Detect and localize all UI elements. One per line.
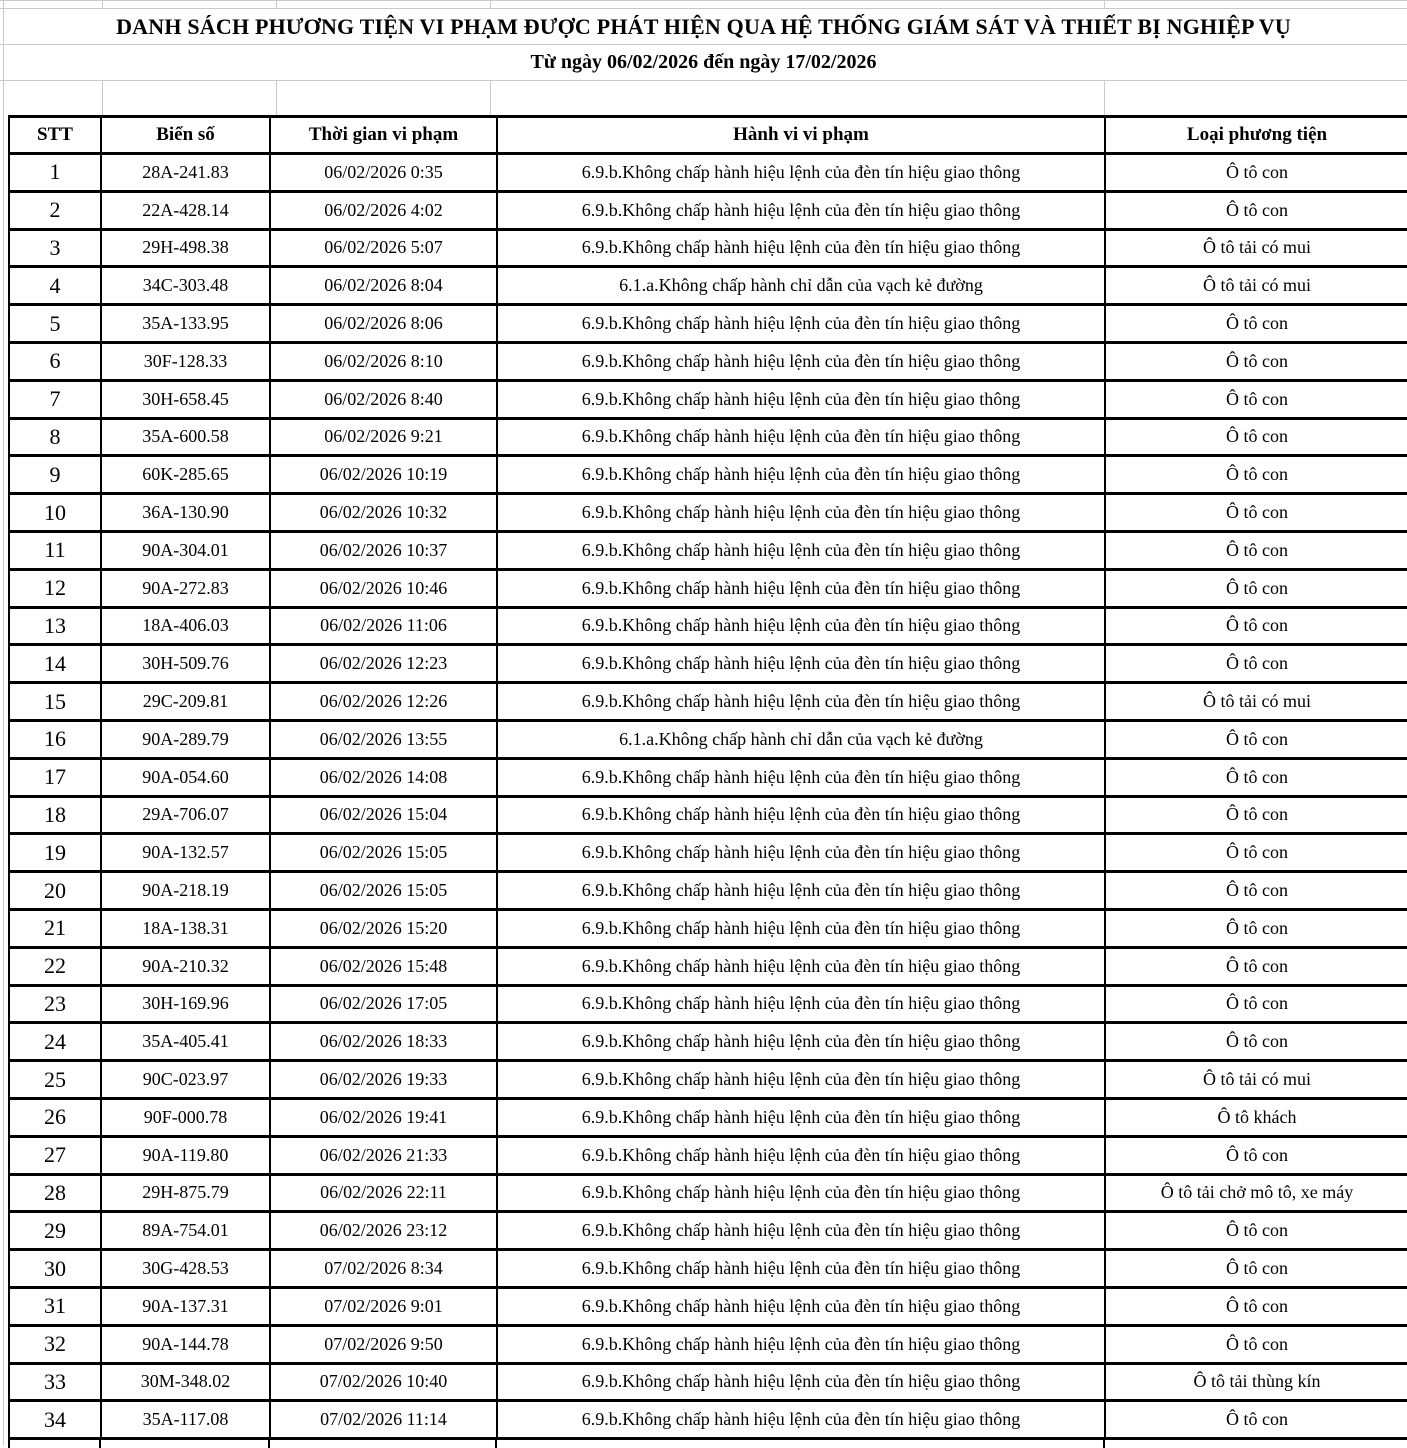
violation-cell: 6.9.b.Không chấp hành hiệu lệnh của đèn tín hiệu giao thông xyxy=(497,191,1105,229)
vehicle-type-cell: Ô tô con xyxy=(1105,1212,1407,1250)
vehicle-type-cell: Ô tô con xyxy=(1105,796,1407,834)
plate-cell: 29C-209.81 xyxy=(101,683,270,721)
plate-cell: 30M-348.02 xyxy=(101,1363,270,1401)
table-row xyxy=(9,380,1407,418)
table-row xyxy=(9,154,1407,192)
plate-cell: 89A-754.01 xyxy=(101,1212,270,1250)
plate-cell: 35A-405.41 xyxy=(101,1023,270,1061)
time-cell: 06/02/2026 8:06 xyxy=(270,305,497,343)
violation-cell: 6.9.b.Không chấp hành hiệu lệnh của đèn tín hiệu giao thông xyxy=(497,645,1105,683)
plate-cell: 30H-169.96 xyxy=(101,985,270,1023)
violation-cell: 6.9.b.Không chấp hành hiệu lệnh của đèn tín hiệu giao thông xyxy=(497,834,1105,872)
vehicle-type-cell: Ô tô con xyxy=(1105,872,1407,910)
gridline xyxy=(490,81,491,115)
time-cell: 06/02/2026 10:32 xyxy=(270,494,497,532)
violation-cell: 6.9.b.Không chấp hành hiệu lệnh của đèn tín hiệu giao thông xyxy=(497,607,1105,645)
stt-cell: 10 xyxy=(9,494,101,532)
time-cell: 06/02/2026 23:12 xyxy=(270,1212,497,1250)
time-cell: 06/02/2026 10:37 xyxy=(270,531,497,569)
header-row xyxy=(9,117,1407,154)
column-header-time: Thời gian vi phạm xyxy=(270,117,497,154)
time-cell: 06/02/2026 15:05 xyxy=(270,872,497,910)
violation-cell: 6.9.b.Không chấp hành hiệu lệnh của đèn tín hiệu giao thông xyxy=(497,531,1105,569)
table-row xyxy=(9,531,1407,569)
table-row xyxy=(9,909,1407,947)
stt-cell: 5 xyxy=(9,305,101,343)
plate-cell: 90A-137.31 xyxy=(101,1287,270,1325)
gridline xyxy=(495,1440,497,1448)
table-row xyxy=(9,1401,1407,1439)
table-row xyxy=(9,796,1407,834)
stt-cell: 27 xyxy=(9,1136,101,1174)
plate-cell: 90A-132.57 xyxy=(101,834,270,872)
time-cell: 06/02/2026 0:35 xyxy=(270,154,497,192)
violation-cell: 6.9.b.Không chấp hành hiệu lệnh của đèn tín hiệu giao thông xyxy=(497,1287,1105,1325)
column-header-violation: Hành vi vi phạm xyxy=(497,117,1105,154)
vehicle-type-cell: Ô tô con xyxy=(1105,380,1407,418)
gridline xyxy=(276,81,277,115)
plate-cell: 90A-119.80 xyxy=(101,1136,270,1174)
table-row xyxy=(9,456,1407,494)
violation-cell: 6.9.b.Không chấp hành hiệu lệnh của đèn tín hiệu giao thông xyxy=(497,1061,1105,1099)
time-cell: 06/02/2026 15:20 xyxy=(270,909,497,947)
table-row xyxy=(9,872,1407,910)
vehicle-type-cell: Ô tô con xyxy=(1105,720,1407,758)
plate-cell: 90A-289.79 xyxy=(101,720,270,758)
violations-table xyxy=(8,115,1407,1440)
vehicle-type-cell: Ô tô con xyxy=(1105,342,1407,380)
violation-cell: 6.9.b.Không chấp hành hiệu lệnh của đèn tín hiệu giao thông xyxy=(497,985,1105,1023)
vehicle-type-cell: Ô tô con xyxy=(1105,494,1407,532)
stt-cell: 1 xyxy=(9,154,101,192)
table-row xyxy=(9,834,1407,872)
time-cell: 06/02/2026 8:40 xyxy=(270,380,497,418)
violation-cell: 6.9.b.Không chấp hành hiệu lệnh của đèn tín hiệu giao thông xyxy=(497,1174,1105,1212)
table-row xyxy=(9,985,1407,1023)
time-cell: 06/02/2026 19:33 xyxy=(270,1061,497,1099)
vehicle-type-cell: Ô tô con xyxy=(1105,909,1407,947)
stt-cell: 21 xyxy=(9,909,101,947)
vehicle-type-cell: Ô tô con xyxy=(1105,305,1407,343)
stt-cell: 26 xyxy=(9,1098,101,1136)
plate-cell: 35A-133.95 xyxy=(101,305,270,343)
time-cell: 06/02/2026 15:48 xyxy=(270,947,497,985)
stt-cell: 31 xyxy=(9,1287,101,1325)
time-cell: 07/02/2026 11:14 xyxy=(270,1401,497,1439)
stt-cell: 3 xyxy=(9,229,101,267)
vehicle-type-cell: Ô tô con xyxy=(1105,607,1407,645)
time-cell: 06/02/2026 14:08 xyxy=(270,758,497,796)
violation-cell: 6.9.b.Không chấp hành hiệu lệnh của đèn tín hiệu giao thông xyxy=(497,947,1105,985)
vehicle-type-cell: Ô tô con xyxy=(1105,191,1407,229)
violation-cell: 6.9.b.Không chấp hành hiệu lệnh của đèn tín hiệu giao thông xyxy=(497,380,1105,418)
vehicle-type-cell: Ô tô con xyxy=(1105,985,1407,1023)
plate-cell: 36A-130.90 xyxy=(101,494,270,532)
gridline xyxy=(99,1440,101,1448)
violation-cell: 6.9.b.Không chấp hành hiệu lệnh của đèn tín hiệu giao thông xyxy=(497,305,1105,343)
time-cell: 06/02/2026 10:46 xyxy=(270,569,497,607)
vehicle-type-cell: Ô tô con xyxy=(1105,1287,1407,1325)
stt-cell: 33 xyxy=(9,1363,101,1401)
vehicle-type-cell: Ô tô con xyxy=(1105,1325,1407,1363)
vehicle-type-cell: Ô tô con xyxy=(1105,645,1407,683)
column-header-plate: Biển số xyxy=(101,117,270,154)
time-cell: 06/02/2026 15:04 xyxy=(270,796,497,834)
vehicle-type-cell: Ô tô con xyxy=(1105,758,1407,796)
vehicle-type-cell: Ô tô tải thùng kín xyxy=(1105,1363,1407,1401)
vehicle-type-cell: Ô tô con xyxy=(1105,456,1407,494)
table-row xyxy=(9,1174,1407,1212)
stt-cell: 11 xyxy=(9,531,101,569)
vehicle-type-cell: Ô tô khách xyxy=(1105,1098,1407,1136)
time-cell: 06/02/2026 19:41 xyxy=(270,1098,497,1136)
stt-cell: 4 xyxy=(9,267,101,305)
time-cell: 06/02/2026 18:33 xyxy=(270,1023,497,1061)
stt-cell: 17 xyxy=(9,758,101,796)
vehicle-type-cell: Ô tô tải chở mô tô, xe máy xyxy=(1105,1174,1407,1212)
time-cell: 06/02/2026 8:04 xyxy=(270,267,497,305)
empty-spacer-row xyxy=(0,81,1407,115)
plate-cell: 18A-406.03 xyxy=(101,607,270,645)
stt-cell: 8 xyxy=(9,418,101,456)
violation-cell: 6.9.b.Không chấp hành hiệu lệnh của đèn tín hiệu giao thông xyxy=(497,1363,1105,1401)
table-row xyxy=(9,418,1407,456)
vehicle-type-cell: Ô tô con xyxy=(1105,947,1407,985)
time-cell: 06/02/2026 5:07 xyxy=(270,229,497,267)
stt-cell: 22 xyxy=(9,947,101,985)
table-row xyxy=(9,1136,1407,1174)
vehicle-type-cell: Ô tô con xyxy=(1105,1136,1407,1174)
plate-cell: 30H-509.76 xyxy=(101,645,270,683)
bottom-gridline-sliver xyxy=(8,1440,1407,1448)
gridline xyxy=(490,1,491,8)
vehicle-type-cell: Ô tô con xyxy=(1105,569,1407,607)
table-row xyxy=(9,191,1407,229)
vehicle-type-cell: Ô tô con xyxy=(1105,531,1407,569)
time-cell: 06/02/2026 10:19 xyxy=(270,456,497,494)
violation-cell: 6.9.b.Không chấp hành hiệu lệnh của đèn tín hiệu giao thông xyxy=(497,1136,1105,1174)
plate-cell: 90A-304.01 xyxy=(101,531,270,569)
violation-cell: 6.9.b.Không chấp hành hiệu lệnh của đèn tín hiệu giao thông xyxy=(497,418,1105,456)
stt-cell: 20 xyxy=(9,872,101,910)
plate-cell: 35A-600.58 xyxy=(101,418,270,456)
column-header-stt: STT xyxy=(9,117,101,154)
plate-cell: 90A-272.83 xyxy=(101,569,270,607)
table-row xyxy=(9,494,1407,532)
vehicle-type-cell: Ô tô con xyxy=(1105,418,1407,456)
stt-cell: 2 xyxy=(9,191,101,229)
violation-cell: 6.9.b.Không chấp hành hiệu lệnh của đèn tín hiệu giao thông xyxy=(497,1325,1105,1363)
violation-cell: 6.9.b.Không chấp hành hiệu lệnh của đèn tín hiệu giao thông xyxy=(497,494,1105,532)
gridline xyxy=(102,81,103,115)
plate-cell: 30G-428.53 xyxy=(101,1250,270,1288)
violation-cell: 6.9.b.Không chấp hành hiệu lệnh của đèn tín hiệu giao thông xyxy=(497,342,1105,380)
time-cell: 06/02/2026 9:21 xyxy=(270,418,497,456)
plate-cell: 60K-285.65 xyxy=(101,456,270,494)
table-row xyxy=(9,1250,1407,1288)
stt-cell: 18 xyxy=(9,796,101,834)
table-row xyxy=(9,1363,1407,1401)
vehicle-type-cell: Ô tô tải có mui xyxy=(1105,229,1407,267)
violation-cell: 6.9.b.Không chấp hành hiệu lệnh của đèn tín hiệu giao thông xyxy=(497,1401,1105,1439)
vehicle-type-cell: Ô tô tải có mui xyxy=(1105,267,1407,305)
stt-cell: 7 xyxy=(9,380,101,418)
plate-cell: 29H-875.79 xyxy=(101,1174,270,1212)
violation-cell: 6.9.b.Không chấp hành hiệu lệnh của đèn tín hiệu giao thông xyxy=(497,456,1105,494)
stt-cell: 9 xyxy=(9,456,101,494)
violation-cell: 6.9.b.Không chấp hành hiệu lệnh của đèn tín hiệu giao thông xyxy=(497,758,1105,796)
table-header xyxy=(9,117,1407,154)
table-row xyxy=(9,1061,1407,1099)
gridline xyxy=(1104,1,1105,8)
left-sheet-gridline xyxy=(3,0,4,1445)
vehicle-type-cell: Ô tô tải có mui xyxy=(1105,1061,1407,1099)
table-row xyxy=(9,720,1407,758)
violation-cell: 6.9.b.Không chấp hành hiệu lệnh của đèn tín hiệu giao thông xyxy=(497,229,1105,267)
vehicle-type-cell: Ô tô con xyxy=(1105,1401,1407,1439)
violation-cell: 6.9.b.Không chấp hành hiệu lệnh của đèn tín hiệu giao thông xyxy=(497,796,1105,834)
page-title: DANH SÁCH PHƯƠNG TIỆN VI PHẠM ĐƯỢC PHÁT HIỆN QUA HỆ THỐNG GIÁM SÁT VÀ THIẾT BỊ NGHIỆP VỤ xyxy=(116,13,1291,39)
plate-cell: 90A-054.60 xyxy=(101,758,270,796)
plate-cell: 29H-498.38 xyxy=(101,229,270,267)
vehicle-type-cell: Ô tô con xyxy=(1105,834,1407,872)
plate-cell: 34C-303.48 xyxy=(101,267,270,305)
table-row xyxy=(9,1325,1407,1363)
column-header-vehicle: Loại phương tiện xyxy=(1105,117,1407,154)
stt-cell: 15 xyxy=(9,683,101,721)
table-row xyxy=(9,1287,1407,1325)
violation-cell: 6.9.b.Không chấp hành hiệu lệnh của đèn tín hiệu giao thông xyxy=(497,1250,1105,1288)
stt-cell: 23 xyxy=(9,985,101,1023)
table-row xyxy=(9,229,1407,267)
gridline xyxy=(276,1,277,8)
plate-cell: 30F-128.33 xyxy=(101,342,270,380)
table-row xyxy=(9,683,1407,721)
stt-cell: 34 xyxy=(9,1401,101,1439)
stt-cell: 12 xyxy=(9,569,101,607)
plate-cell: 22A-428.14 xyxy=(101,191,270,229)
table-body xyxy=(9,154,1407,1439)
plate-cell: 29A-706.07 xyxy=(101,796,270,834)
violation-cell: 6.9.b.Không chấp hành hiệu lệnh của đèn tín hiệu giao thông xyxy=(497,154,1105,192)
stt-cell: 28 xyxy=(9,1174,101,1212)
vehicle-type-cell: Ô tô con xyxy=(1105,1023,1407,1061)
violation-cell: 6.9.b.Không chấp hành hiệu lệnh của đèn tín hiệu giao thông xyxy=(497,872,1105,910)
gridline xyxy=(1104,81,1105,115)
plate-cell: 35A-117.08 xyxy=(101,1401,270,1439)
violation-cell: 6.9.b.Không chấp hành hiệu lệnh của đèn tín hiệu giao thông xyxy=(497,683,1105,721)
plate-cell: 18A-138.31 xyxy=(101,909,270,947)
table-row xyxy=(9,607,1407,645)
time-cell: 07/02/2026 9:01 xyxy=(270,1287,497,1325)
top-gridline-sliver xyxy=(0,0,1407,9)
table-row xyxy=(9,267,1407,305)
plate-cell: 90A-218.19 xyxy=(101,872,270,910)
vehicle-type-cell: Ô tô tải có mui xyxy=(1105,683,1407,721)
stt-cell: 19 xyxy=(9,834,101,872)
table-row xyxy=(9,305,1407,343)
violation-cell: 6.9.b.Không chấp hành hiệu lệnh của đèn tín hiệu giao thông xyxy=(497,1023,1105,1061)
plate-cell: 90A-144.78 xyxy=(101,1325,270,1363)
time-cell: 06/02/2026 8:10 xyxy=(270,342,497,380)
stt-cell: 30 xyxy=(9,1250,101,1288)
table-row xyxy=(9,569,1407,607)
gridline xyxy=(102,1,103,8)
stt-cell: 29 xyxy=(9,1212,101,1250)
time-cell: 06/02/2026 22:11 xyxy=(270,1174,497,1212)
plate-cell: 28A-241.83 xyxy=(101,154,270,192)
vehicle-type-cell: Ô tô con xyxy=(1105,1250,1407,1288)
time-cell: 06/02/2026 11:06 xyxy=(270,607,497,645)
gridline xyxy=(1103,1440,1105,1448)
violation-cell: 6.9.b.Không chấp hành hiệu lệnh của đèn tín hiệu giao thông xyxy=(497,1212,1105,1250)
page-subtitle-row xyxy=(0,45,1407,81)
time-cell: 06/02/2026 17:05 xyxy=(270,985,497,1023)
plate-cell: 30H-658.45 xyxy=(101,380,270,418)
plate-cell: 90A-210.32 xyxy=(101,947,270,985)
time-cell: 06/02/2026 12:26 xyxy=(270,683,497,721)
gridline xyxy=(8,1440,10,1448)
time-cell: 07/02/2026 8:34 xyxy=(270,1250,497,1288)
gridline xyxy=(268,1440,270,1448)
page-subtitle: Từ ngày 06/02/2026 đến ngày 17/02/2026 xyxy=(530,51,877,73)
time-cell: 06/02/2026 21:33 xyxy=(270,1136,497,1174)
table-row xyxy=(9,1212,1407,1250)
table-row xyxy=(9,947,1407,985)
vehicle-type-cell: Ô tô con xyxy=(1105,154,1407,192)
table-row xyxy=(9,645,1407,683)
table-row xyxy=(9,1098,1407,1136)
stt-cell: 32 xyxy=(9,1325,101,1363)
violation-cell: 6.1.a.Không chấp hành chỉ dẫn của vạch kẻ đường xyxy=(497,267,1105,305)
time-cell: 06/02/2026 13:55 xyxy=(270,720,497,758)
page-title-row xyxy=(0,9,1407,45)
time-cell: 06/02/2026 15:05 xyxy=(270,834,497,872)
plate-cell: 90C-023.97 xyxy=(101,1061,270,1099)
violation-cell: 6.9.b.Không chấp hành hiệu lệnh của đèn tín hiệu giao thông xyxy=(497,1098,1105,1136)
stt-cell: 16 xyxy=(9,720,101,758)
table-row xyxy=(9,342,1407,380)
stt-cell: 14 xyxy=(9,645,101,683)
time-cell: 06/02/2026 4:02 xyxy=(270,191,497,229)
stt-cell: 24 xyxy=(9,1023,101,1061)
time-cell: 06/02/2026 12:23 xyxy=(270,645,497,683)
stt-cell: 13 xyxy=(9,607,101,645)
violation-cell: 6.9.b.Không chấp hành hiệu lệnh của đèn tín hiệu giao thông xyxy=(497,909,1105,947)
table-row xyxy=(9,758,1407,796)
violation-cell: 6.1.a.Không chấp hành chỉ dẫn của vạch kẻ đường xyxy=(497,720,1105,758)
table-row xyxy=(9,1023,1407,1061)
time-cell: 07/02/2026 9:50 xyxy=(270,1325,497,1363)
plate-cell: 90F-000.78 xyxy=(101,1098,270,1136)
stt-cell: 25 xyxy=(9,1061,101,1099)
stt-cell: 6 xyxy=(9,342,101,380)
time-cell: 07/02/2026 10:40 xyxy=(270,1363,497,1401)
violation-cell: 6.9.b.Không chấp hành hiệu lệnh của đèn tín hiệu giao thông xyxy=(497,569,1105,607)
